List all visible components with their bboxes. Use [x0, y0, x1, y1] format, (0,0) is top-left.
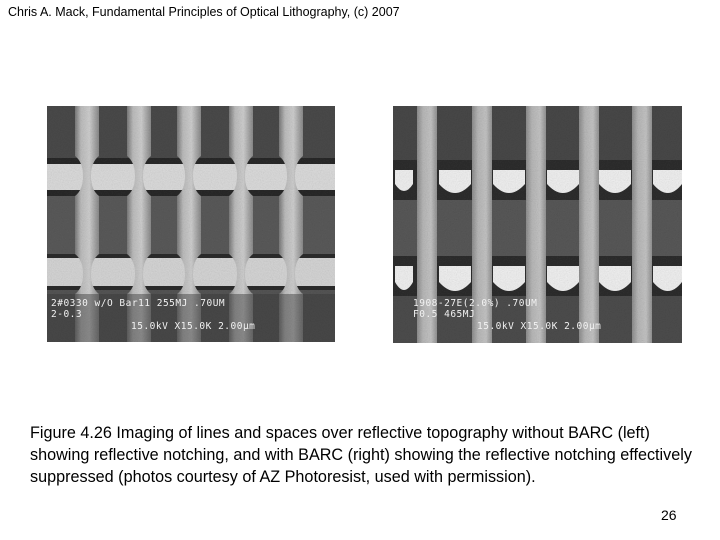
- page-number: 26: [661, 507, 677, 523]
- sem-left-label-line2: 2-0.3: [51, 309, 83, 320]
- sem-right-label-line1: 1908-27E(2.0%) .70UM: [413, 298, 538, 309]
- sem-left-label-line1: 2#0330 w/O Bar11 255MJ .70UM: [51, 298, 226, 309]
- figure-caption: Figure 4.26 Imaging of lines and spaces over reflective topography without BARC (left) showing reflective notching, and with BARC (right) showing the reflective notching effectively suppressed (photos courtesy of AZ Photoresist, used with permission).: [30, 424, 692, 486]
- sem-left-label-line3: 15.0kV X15.0K 2.00µm: [131, 321, 256, 332]
- sem-image-with-barc: [393, 106, 682, 343]
- sem-right-label-line2: F0.5 465MJ: [413, 309, 476, 320]
- sem-image-without-barc: [47, 106, 335, 342]
- header-citation: Chris A. Mack, Fundamental Principles of Optical Lithography, (c) 2007: [8, 5, 400, 19]
- sem-right-label-line3: 15.0kV X15.0K 2.00µm: [477, 321, 602, 332]
